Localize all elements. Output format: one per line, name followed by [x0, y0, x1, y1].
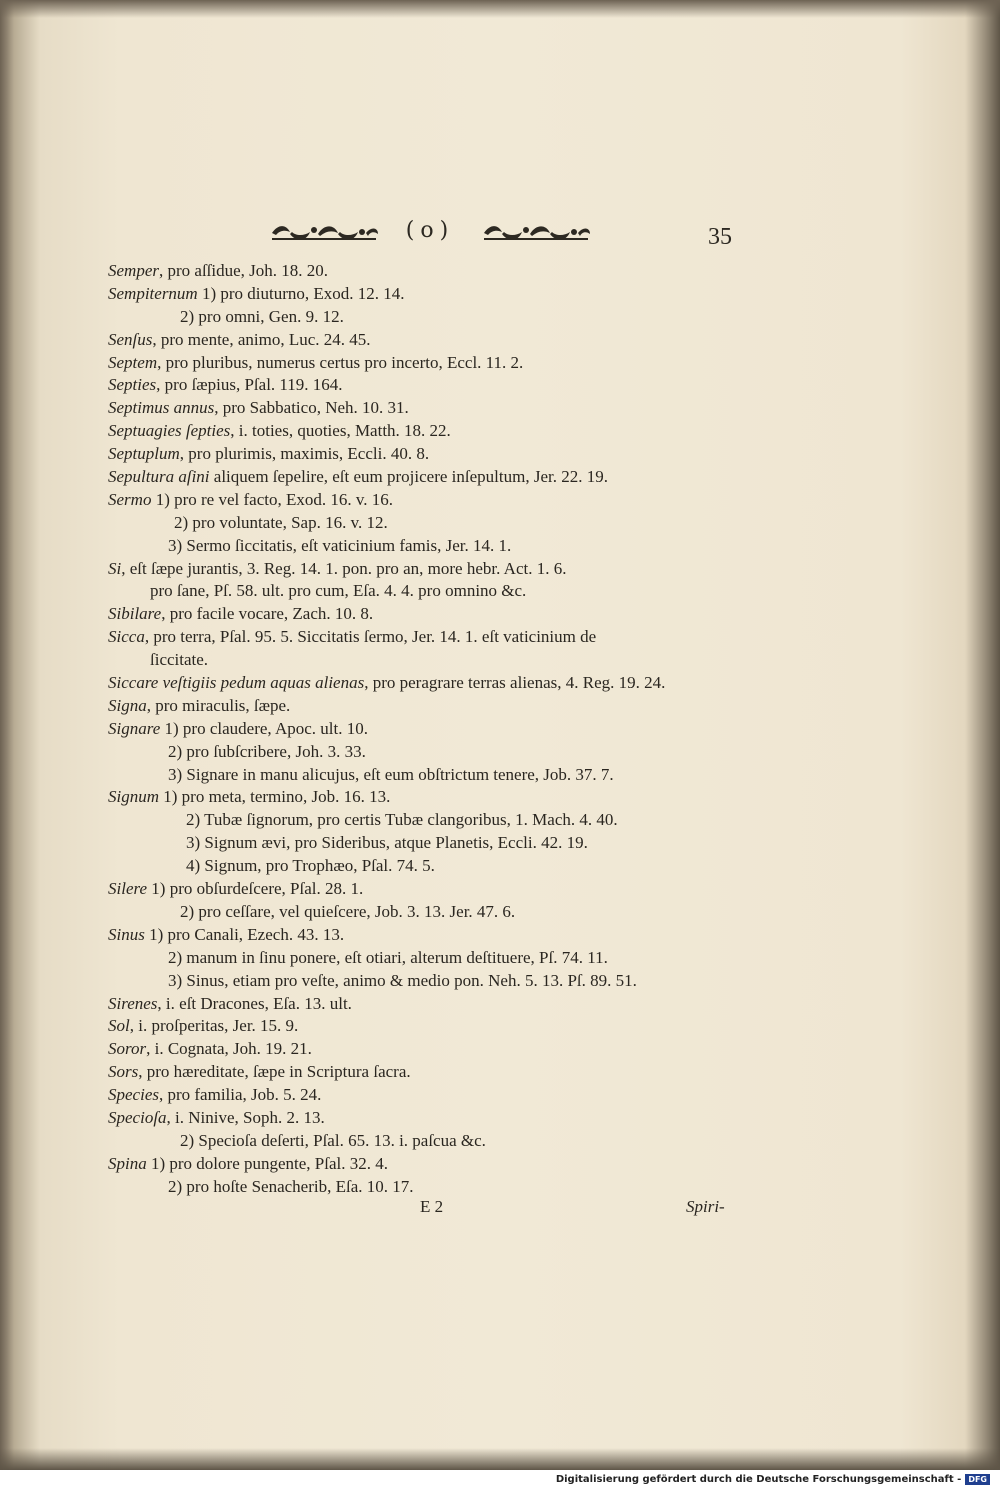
digitization-credit: [556, 1474, 990, 1485]
glossary-entries: [108, 260, 768, 1199]
entry-line: [108, 1176, 768, 1199]
entry-line: [108, 695, 768, 718]
entry-text: 2) pro ceſſare, vel quieſcere, Job. 3. 13. Jer. 47. 6.: [180, 901, 516, 921]
entry-line: [108, 1038, 768, 1061]
entry-text: , pro plurimis, maximis, Eccli. 40. 8.: [179, 444, 430, 464]
entry-text: , pro aſſidue, Joh. 18. 20.: [158, 261, 329, 280]
credit-text: Digitalisierung gefördert durch die Deutsche Forschungsgemeinschaft -: [555, 1474, 962, 1485]
entry-text: 3) Signum ævi, pro Sideribus, atque Planetis, Eccli. 42. 19.: [186, 833, 588, 853]
entry-line: [108, 352, 768, 375]
entry-line: [108, 535, 768, 558]
entry-text: , pro terra, Pſal. 95. 5. Siccitatis ſermo, Jer. 14. 1. eſt vaticinium de: [144, 627, 597, 647]
entry-text: , i. proſperitas, Jer. 15. 9.: [129, 1016, 299, 1036]
entry-text: 2) Tubæ ſignorum, pro certis Tubæ clangoribus, 1. Mach. 4. 40.: [186, 810, 618, 830]
entry-text: 2) pro omni, Gen. 9. 12.: [180, 306, 344, 326]
entry-keyword: Sinus: [108, 924, 145, 944]
entry-keyword: Senſus: [108, 329, 153, 349]
entry-line: [108, 741, 768, 764]
entry-text: , pro miraculis, ſæpe.: [146, 695, 291, 715]
entry-line: [108, 855, 768, 878]
entry-line: [108, 924, 768, 947]
entry-keyword: Signa: [108, 695, 147, 715]
page-number: 35: [708, 224, 732, 250]
entry-text: aliquem ſepelire, eſt eum projicere inſepultum, Jer. 22. 19.: [209, 467, 608, 487]
entry-keyword: Signare: [108, 718, 161, 738]
entry-text: , pro Sabbatico, Neh. 10. 31.: [214, 398, 409, 418]
ornament-right-icon: [480, 220, 592, 246]
page-footer: [0, 1197, 1000, 1225]
header-mark: (o): [405, 218, 455, 243]
entry-keyword: Signum: [108, 787, 159, 807]
entry-text: 1) pro diuturno, Exod. 12. 14.: [197, 283, 405, 303]
entry-text: , pro hæreditate, ſæpe in Scriptura ſacra.: [138, 1062, 411, 1082]
entry-line: [108, 809, 768, 832]
entry-keyword: Sicca: [108, 627, 145, 647]
entry-line: [108, 374, 768, 397]
entry-text: 1) pro obſurdeſcere, Pſal. 28. 1.: [147, 879, 364, 899]
entry-line: [108, 397, 768, 420]
entry-text: , i. toties, quoties, Matth. 18. 22.: [230, 421, 451, 441]
entry-keyword: Spina: [108, 1153, 147, 1173]
entry-keyword: Silere: [108, 879, 148, 899]
entry-line: [108, 1153, 768, 1176]
entry-line: [108, 580, 768, 603]
dfg-logo: DFG: [965, 1474, 990, 1485]
catchword: Spiri-: [686, 1197, 725, 1216]
entry-keyword: Si: [108, 558, 122, 578]
entry-text: , i. Cognata, Joh. 19. 21.: [146, 1039, 312, 1059]
entry-text: , pro facile vocare, Zach. 10. 8.: [161, 604, 374, 624]
entry-line: [108, 489, 768, 512]
entry-keyword: Soror: [108, 1039, 147, 1059]
entry-keyword: Sors: [108, 1062, 139, 1082]
entry-text: 1) pro dolore pungente, Pſal. 32. 4.: [146, 1153, 388, 1173]
entry-text: 1) pro re vel facto, Exod. 16. v. 16.: [151, 489, 394, 509]
entry-line: [108, 558, 768, 581]
entry-text: , pro pluribus, numerus certus pro incerto, Eccl. 11. 2.: [157, 352, 524, 372]
entry-text: 3) Signare in manu alicujus, eſt eum obſtrictum tenere, Job. 37. 7.: [168, 764, 614, 784]
entry-text: 2) pro hoſte Senacherib, Eſa. 10. 17.: [168, 1176, 414, 1196]
entry-text: , eſt ſæpe jurantis, 3. Reg. 14. 1. pon. pro an, more hebr. Act. 1. 6.: [121, 558, 567, 578]
entry-text: , pro familia, Job. 5. 24.: [158, 1085, 322, 1105]
entry-text: , pro peragrare terras alienas, 4. Reg. 19. 24.: [364, 673, 666, 693]
entry-text: , pro mente, animo, Luc. 24. 45.: [152, 329, 371, 349]
entry-text: 1) pro Canali, Ezech. 43. 13.: [144, 924, 345, 944]
entry-line: [108, 260, 768, 283]
entry-line: [108, 512, 768, 535]
entry-keyword: Septuplum: [108, 444, 180, 464]
entry-text: 2) pro ſubſcribere, Joh. 3. 33.: [168, 741, 366, 761]
entry-line: [108, 443, 768, 466]
entry-line: [108, 306, 768, 329]
entry-line: [108, 832, 768, 855]
entry-text: 1) pro claudere, Apoc. ult. 10.: [160, 718, 368, 738]
entry-keyword: Sirenes: [108, 993, 158, 1013]
entry-text: , pro ſæpius, Pſal. 119. 164.: [156, 375, 343, 395]
entry-line: [108, 786, 768, 809]
entry-text: 2) Specioſa deſerti, Pſal. 65. 13. i. paſcua &c.: [180, 1130, 486, 1150]
entry-line: [108, 718, 768, 741]
entry-text: , i. eſt Dracones, Eſa. 13. ult.: [157, 993, 352, 1013]
entry-keyword: Semper: [108, 261, 159, 280]
entry-text: ſiccitate.: [150, 650, 209, 670]
ornament-left-icon: [268, 220, 380, 246]
entry-line: [108, 466, 768, 489]
signature-mark: E 2: [420, 1197, 444, 1216]
entry-line: [108, 420, 768, 443]
entry-text: , i. Ninive, Soph. 2. 13.: [166, 1107, 325, 1127]
entry-keyword: Sibilare: [108, 604, 162, 624]
entry-line: [108, 649, 768, 672]
entry-keyword: Sempiternum: [108, 283, 198, 303]
entry-line: [108, 901, 768, 924]
entry-line: [108, 1061, 768, 1084]
entry-keyword: Septuagies ſepties: [108, 421, 231, 441]
entry-keyword: Sepultura aſini: [108, 467, 210, 487]
entry-keyword: Septimus annus: [108, 398, 215, 418]
entry-line: [108, 970, 768, 993]
entry-keyword: Septies: [108, 375, 157, 395]
entry-keyword: Species: [108, 1085, 159, 1105]
entry-line: [108, 764, 768, 787]
entry-keyword: Sol: [108, 1016, 130, 1036]
entry-keyword: Sermo: [108, 489, 152, 509]
entry-line: [108, 283, 768, 306]
entry-text: 1) pro meta, termino, Job. 16. 13.: [159, 787, 391, 807]
entry-line: [108, 1084, 768, 1107]
entry-line: [108, 603, 768, 626]
page-header: [0, 218, 1000, 258]
entry-text: 3) Sermo ſiccitatis, eſt vaticinium famis, Jer. 14. 1.: [168, 535, 512, 555]
entry-line: [108, 947, 768, 970]
entry-text: 2) manum in ſinu ponere, eſt otiari, alterum deſtituere, Pſ. 74. 11.: [168, 947, 608, 967]
entry-line: [108, 329, 768, 352]
entry-text: 4) Signum, pro Trophæo, Pſal. 74. 5.: [186, 856, 435, 876]
entry-text: 2) pro voluntate, Sap. 16. v. 12.: [174, 512, 388, 532]
entry-line: [108, 1107, 768, 1130]
entry-line: [108, 672, 768, 695]
entry-text: pro ſane, Pſ. 58. ult. pro cum, Eſa. 4. 4. pro omnino &c.: [150, 581, 527, 601]
entry-keyword: Specioſa: [108, 1107, 167, 1127]
entry-line: [108, 878, 768, 901]
entry-line: [108, 626, 768, 649]
entry-line: [108, 993, 768, 1016]
entry-line: [108, 1015, 768, 1038]
entry-keyword: Siccare veſtigiis pedum aquas alienas: [108, 673, 365, 693]
entry-keyword: Septem: [108, 352, 158, 372]
entry-line: [108, 1130, 768, 1153]
entry-text: 3) Sinus, etiam pro veſte, animo & medio pon. Neh. 5. 13. Pſ. 89. 51.: [168, 970, 637, 990]
